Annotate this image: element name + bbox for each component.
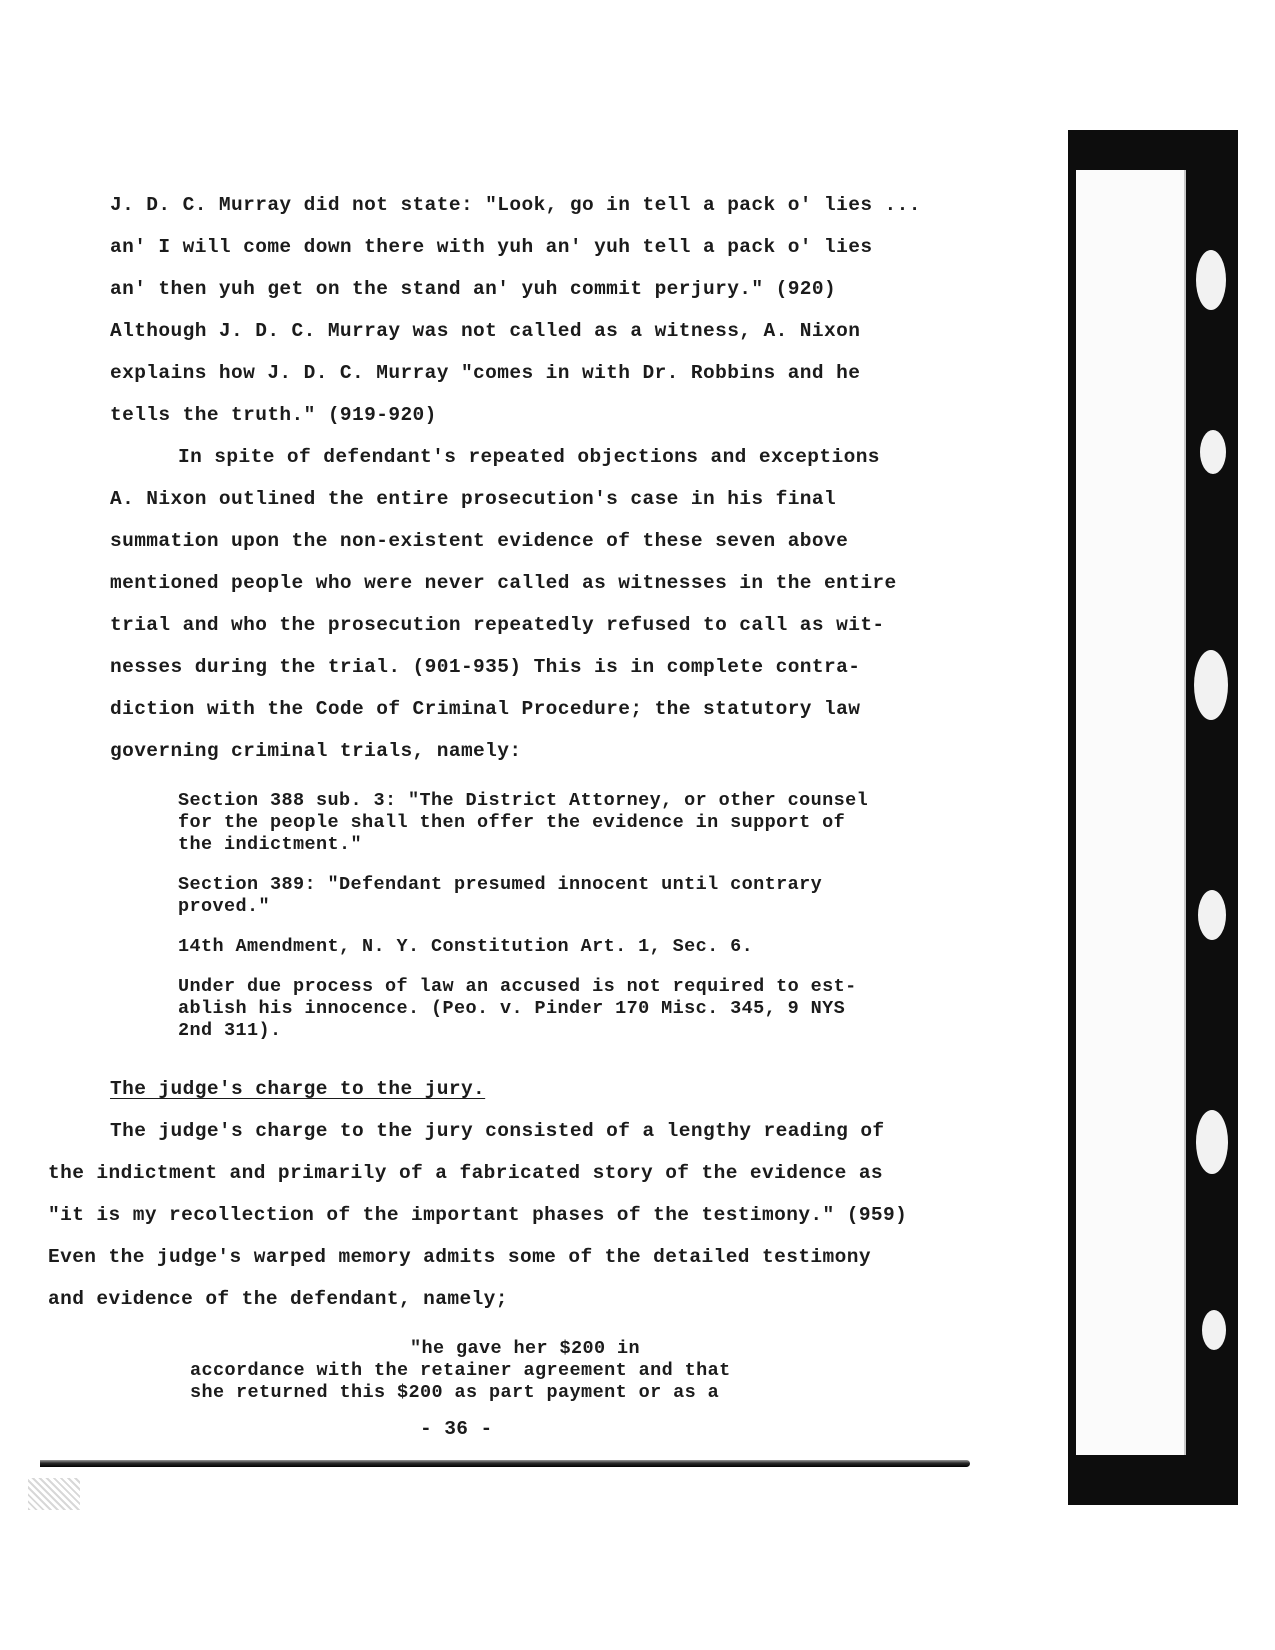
paragraph-2-line-1: In spite of defendant's repeated objections and exceptions bbox=[178, 446, 880, 468]
quote-section-388-line-1: Section 388 sub. 3: "The District Attorney, or other counsel bbox=[178, 790, 869, 811]
quote-14th-amendment: 14th Amendment, N. Y. Constitution Art. 1, Sec. 6. bbox=[178, 936, 754, 957]
paragraph-1-line-1: J. D. C. Murray did not state: "Look, go in tell a pack o' lies ... bbox=[110, 194, 921, 216]
quote-due-process-line-1: Under due process of law an accused is not required to est- bbox=[178, 976, 857, 997]
quote-due-process-line-2: ablish his innocence. (Peo. v. Pinder 170 Misc. 345, 9 NYS bbox=[178, 998, 846, 1019]
paragraph-1-line-5: explains how J. D. C. Murray "comes in with Dr. Robbins and he bbox=[110, 362, 861, 384]
scan-speckle bbox=[1196, 250, 1226, 310]
paragraph-2-line-8: governing criminal trials, namely: bbox=[110, 740, 522, 762]
quote-section-389-line-1: Section 389: "Defendant presumed innocent until contrary bbox=[178, 874, 823, 895]
paragraph-1-line-2: an' I will come down there with yuh an' yuh tell a pack o' lies bbox=[110, 236, 873, 258]
paragraph-2-line-5: trial and who the prosecution repeatedly refused to call as wit- bbox=[110, 614, 885, 636]
scan-speckle bbox=[1196, 1110, 1228, 1174]
quote-section-388-line-2: for the people shall then offer the evidence in support of bbox=[178, 812, 846, 833]
paragraph-2-line-7: diction with the Code of Criminal Procedure; the statutory law bbox=[110, 698, 861, 720]
quote-retainer-line-3: she returned this $200 as part payment or as a bbox=[190, 1382, 720, 1403]
paragraph-3-line-2: the indictment and primarily of a fabricated story of the evidence as bbox=[48, 1162, 884, 1184]
scan-speckle bbox=[1202, 1310, 1226, 1350]
paragraph-2-line-3: summation upon the non-existent evidence of these seven above bbox=[110, 530, 849, 552]
scan-speckle bbox=[1194, 650, 1228, 720]
quote-section-388-line-3: the indictment." bbox=[178, 834, 363, 855]
paragraph-2-line-4: mentioned people who were never called as witnesses in the entire bbox=[110, 572, 897, 594]
quote-section-389-line-2: proved." bbox=[178, 896, 271, 917]
quote-retainer-line-1: "he gave her $200 in bbox=[410, 1338, 641, 1359]
scan-speckle bbox=[1200, 430, 1226, 474]
paragraph-1-line-4: Although J. D. C. Murray was not called as a witness, A. Nixon bbox=[110, 320, 861, 342]
paragraph-2-line-2: A. Nixon outlined the entire prosecution's case in his final bbox=[110, 488, 837, 510]
paragraph-3-line-5: and evidence of the defendant, namely; bbox=[48, 1288, 508, 1310]
paragraph-3-line-4: Even the judge's warped memory admits some of the detailed testimony bbox=[48, 1246, 871, 1268]
scan-paper-fold bbox=[1076, 170, 1186, 1455]
quote-due-process-line-3: 2nd 311). bbox=[178, 1020, 282, 1041]
paragraph-3-line-3: "it is my recollection of the important phases of the testimony." (959) bbox=[48, 1204, 908, 1226]
page-number: - 36 - bbox=[420, 1418, 493, 1440]
paragraph-3-line-1: The judge's charge to the jury consisted of a lengthy reading of bbox=[110, 1120, 885, 1142]
quote-retainer-line-2: accordance with the retainer agreement and that bbox=[190, 1360, 731, 1381]
scan-bottom-edge bbox=[40, 1460, 970, 1467]
scan-corner-smudge bbox=[28, 1478, 80, 1510]
scan-binding-shadow bbox=[1068, 130, 1238, 1505]
paragraph-2-line-6: nesses during the trial. (901-935) This is in complete contra- bbox=[110, 656, 861, 678]
paragraph-1-line-6: tells the truth." (919-920) bbox=[110, 404, 437, 426]
paragraph-1-line-3: an' then yuh get on the stand an' yuh commit perjury." (920) bbox=[110, 278, 837, 300]
scan-speckle bbox=[1198, 890, 1226, 940]
section-heading-judges-charge: The judge's charge to the jury. bbox=[110, 1078, 486, 1100]
